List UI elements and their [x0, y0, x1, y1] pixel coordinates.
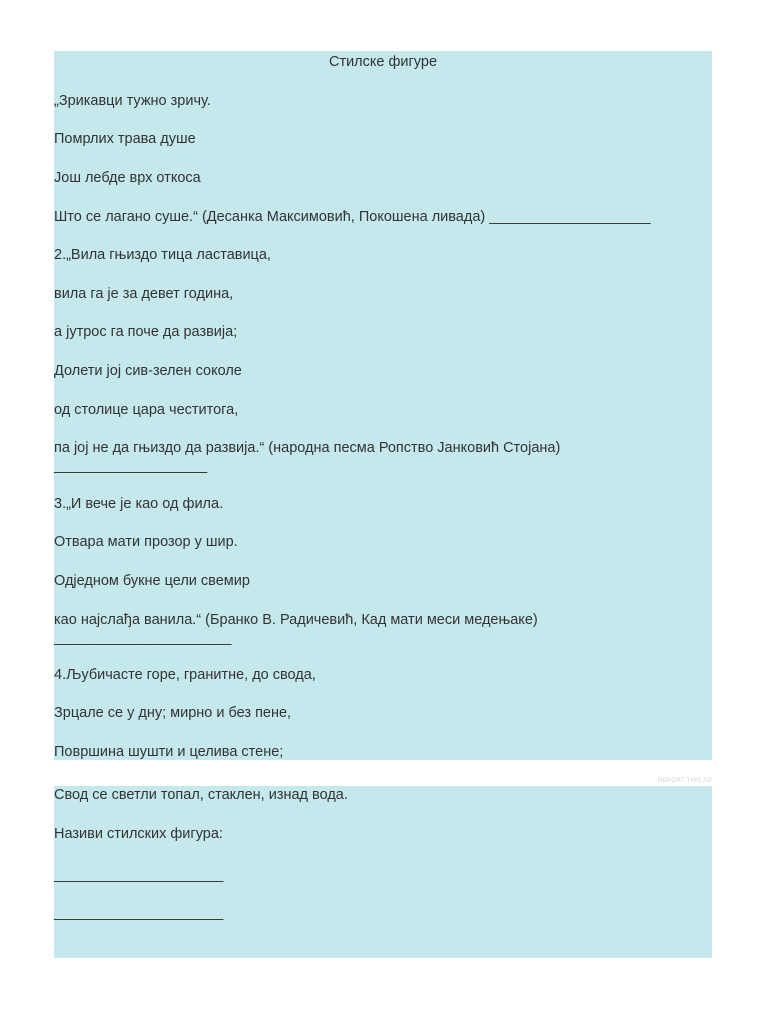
- poem-line: од столице цара честитога,: [54, 402, 239, 418]
- poem-line: Долети јој сив-зелен соколе: [54, 363, 242, 379]
- poem-line: 3.„И вече је као од фила.: [54, 496, 224, 512]
- poem-line: Помрлих трава душе: [54, 131, 196, 147]
- poem-line: као најслађа ванила.“ (Бранко В. Радичевић, Кад мати меси медењаке): [54, 612, 538, 628]
- worksheet-panel-top: [54, 51, 712, 760]
- poem-line: Отвара мати прозор у шир.: [54, 534, 238, 550]
- poem-line: а јутрос га поче да развија;: [54, 324, 238, 340]
- poem-line: „Зрикавци тужно зричу.: [54, 93, 211, 109]
- document-title: Стилске фигуре: [328, 54, 438, 70]
- poem-line: Одједном букне цели свемир: [54, 573, 250, 589]
- poem-line: вила га је за девет година,: [54, 286, 234, 302]
- poem-line: 2.„Вила гњиздо тица ластавица,: [54, 247, 271, 263]
- worksheet-panel-bottom: [54, 786, 712, 958]
- answer-blank: _____________________: [54, 905, 224, 921]
- poem-line: Свод се светли топал, стаклен, изнад вода.: [54, 787, 348, 803]
- poem-line: па јој не да гњиздо да развија.“ (народна песма Ропство Јанковић Стојана): [54, 440, 561, 456]
- answer-blank: ______________________: [54, 630, 232, 646]
- answer-blank: ___________________: [54, 458, 208, 474]
- poem-line-with-answer-blank: Што се лагано суше.“ (Десанка Максимовић, Покошена ливада) ____________________: [54, 209, 651, 225]
- report-ad-link[interactable]: REPORT THIS AD: [658, 778, 712, 784]
- poem-line: Још лебде врх откоса: [54, 170, 201, 186]
- answer-blank: _____________________: [54, 867, 224, 883]
- poem-line: 4.Љубичасте горе, гранитне, до свода,: [54, 667, 316, 683]
- poem-line: Површина шушти и целива стене;: [54, 744, 284, 760]
- section-label: Називи стилских фигура:: [54, 826, 223, 842]
- poem-line: Зрцале се у дну; мирно и без пене,: [54, 705, 292, 721]
